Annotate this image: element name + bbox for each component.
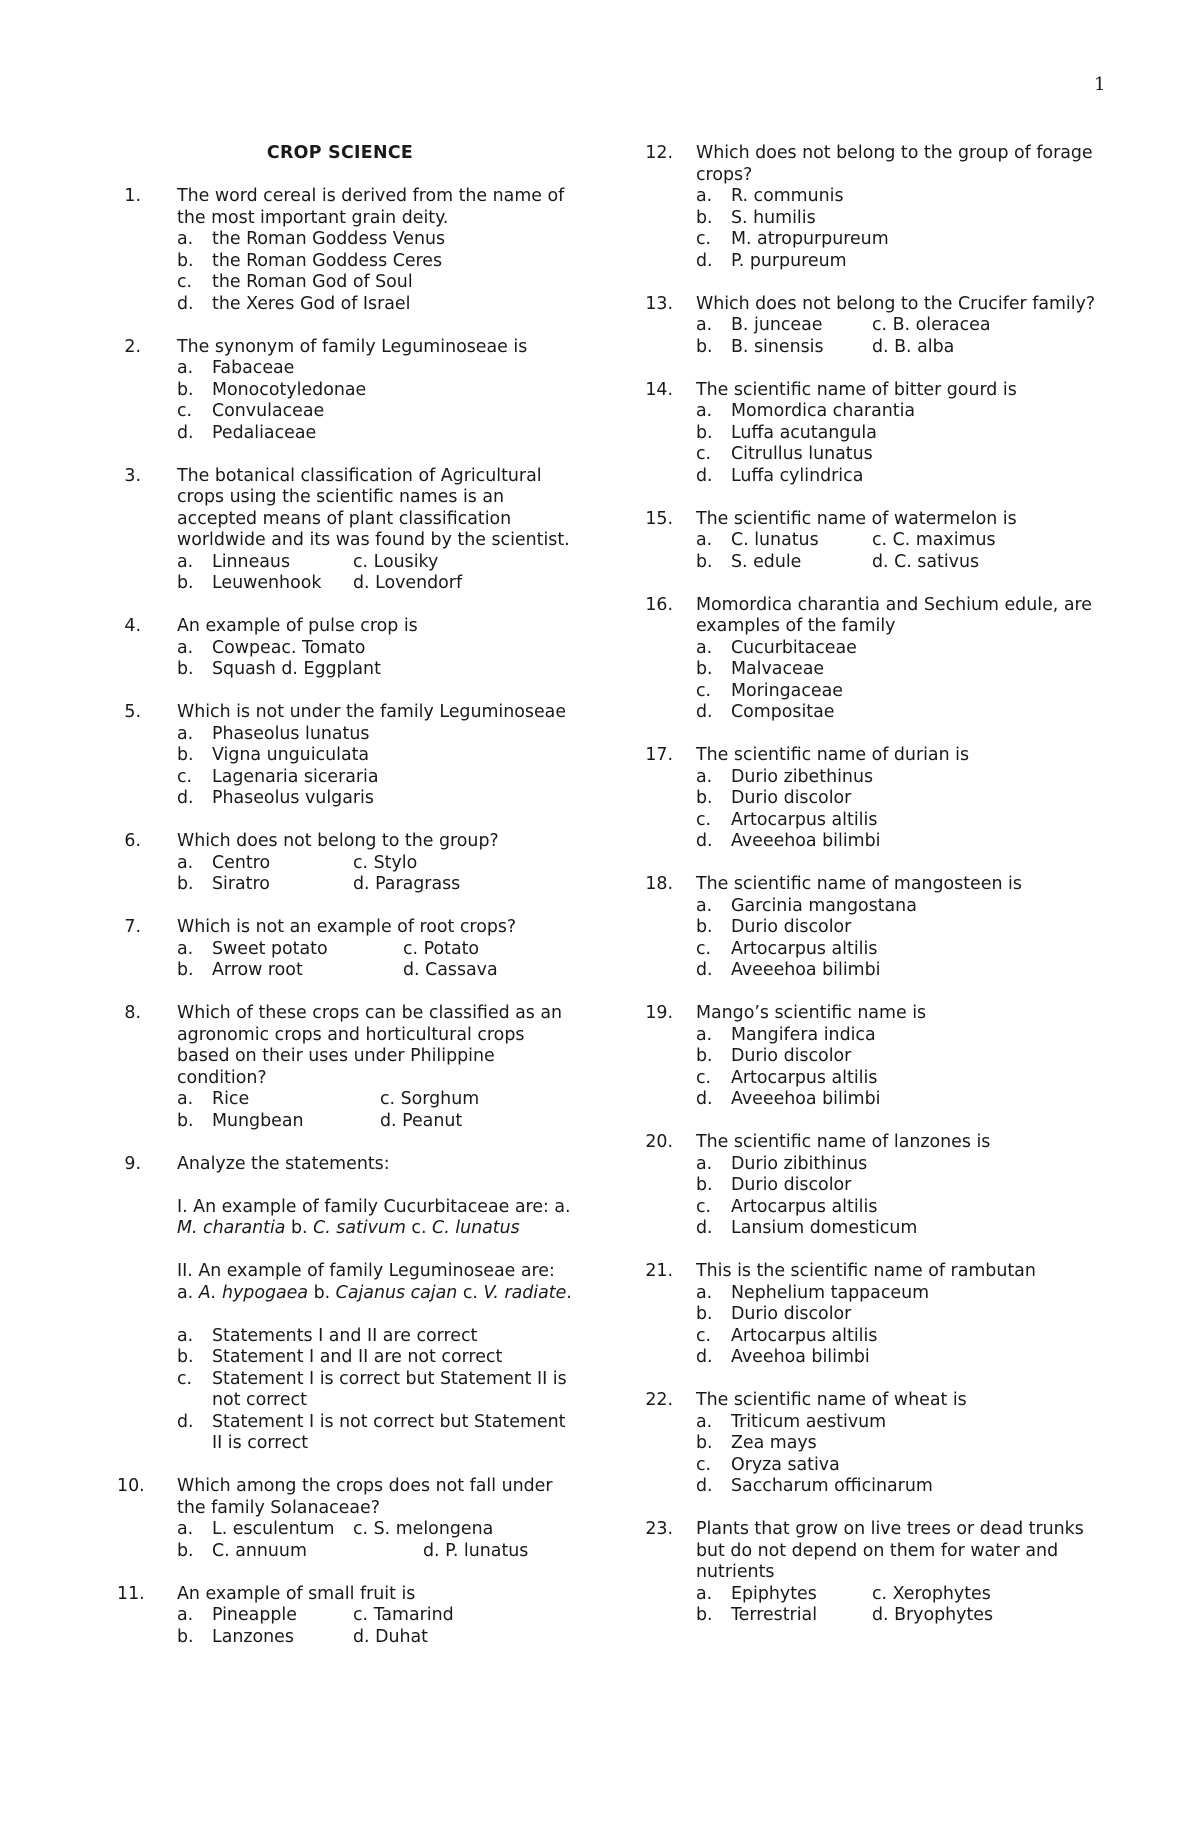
- option-row: a. Sweet potato c. Potato: [177, 938, 480, 959]
- option: c. Moringaceae: [696, 680, 843, 701]
- question-stem: The scientific name of wheat is: [696, 1390, 967, 1410]
- option: d. Saccharum officinarum: [696, 1476, 933, 1496]
- question-10: [117, 1476, 587, 1562]
- option: b. Zea mays: [696, 1433, 817, 1453]
- question-stem: Analyze the statements:: [177, 1153, 390, 1174]
- option: a. Garcinia mangostana: [696, 895, 917, 916]
- option: d. Aveeehoa bilimbi: [696, 960, 881, 980]
- statement-1: I. An example of family Cucurbitaceae are: a. M. charantia b. C. sativum c. C. lunatus: [177, 1196, 571, 1238]
- option: a. Cowpeac. Tomato: [177, 637, 366, 658]
- option: d. Pedaliaceae: [177, 422, 317, 443]
- option: b. Durio discolor: [696, 917, 852, 937]
- option: d. Aveeehoa bilimbi: [696, 831, 881, 851]
- option: c. Artocarpus altilis: [696, 1067, 878, 1088]
- option: b. Durio discolor: [696, 1046, 852, 1066]
- option: a. Momordica charantia: [696, 401, 916, 421]
- option: d. Lansium domesticum: [696, 1218, 918, 1238]
- option: b. Durio discolor: [696, 788, 852, 808]
- question-number: 4.: [124, 616, 141, 636]
- question-stem: Which does not belong to the group of forage crops?: [696, 143, 1093, 185]
- question-stem: Which does not belong to the group?: [177, 831, 499, 851]
- question-stem: Plants that grow on live trees or dead trunks but do not depend on them for water and nutrients: [696, 1519, 1084, 1582]
- option: a. R. communis: [696, 186, 844, 206]
- question-number: 3.: [124, 465, 141, 486]
- question-stem: Which is not under the family Leguminoseae: [177, 702, 567, 722]
- option-row: b. S. edule d. C. sativus: [696, 551, 980, 572]
- question-14: [639, 380, 1109, 488]
- option: a. Phaseolus lunatus: [177, 723, 370, 744]
- option-row: a. Linneaus c. Lousiky: [177, 551, 439, 572]
- question-stem: The scientific name of lanzones is: [696, 1132, 991, 1152]
- option: b. Monocotyledonae: [177, 379, 367, 400]
- question-16: [639, 595, 1109, 724]
- option: a. Triticum aestivum: [696, 1411, 887, 1432]
- question-stem: Which is not an example of root crops?: [177, 917, 517, 937]
- option: a. the Roman Goddess Venus: [177, 229, 446, 249]
- question-number: 13.: [645, 293, 673, 314]
- option-row: b. Siratro d. Paragrass: [177, 874, 461, 894]
- option: c. Artocarpus altilis: [696, 1325, 878, 1346]
- option-row: a. L. esculentum c. S. melongena: [177, 1519, 494, 1539]
- question-4: [117, 616, 587, 681]
- question-number: 20.: [645, 1132, 673, 1152]
- option: b. the Roman Goddess Ceres: [177, 250, 443, 271]
- option: d. P. purpureum: [696, 250, 847, 271]
- question-stem: Momordica charantia and Sechium edule, are examples of the family: [696, 594, 1092, 636]
- option: a. Nephelium tappaceum: [696, 1282, 930, 1303]
- question-number: 16.: [645, 594, 673, 615]
- question-stem: Which among the crops does not fall under the family Solanaceae?: [177, 1476, 553, 1518]
- question-19: [639, 1003, 1109, 1111]
- option-row: a. Centro c. Stylo: [177, 852, 418, 873]
- question-23: [639, 1519, 1109, 1627]
- option: a. Fabaceae: [177, 358, 295, 378]
- question-number: 23.: [645, 1519, 673, 1539]
- question-11: [117, 1584, 587, 1649]
- question-number: 5.: [124, 702, 141, 722]
- option: d. Luffa cylindrica: [696, 465, 864, 486]
- question-number: 10.: [117, 1476, 145, 1496]
- question-20: [639, 1132, 1109, 1240]
- question-number: 8.: [124, 1003, 141, 1023]
- option: b. S. humilis: [696, 207, 816, 228]
- option: a. Mangifera indica: [696, 1024, 876, 1045]
- question-number: 12.: [645, 143, 673, 163]
- option: c. Lagenaria siceraria: [177, 766, 379, 787]
- question-1: [117, 186, 587, 315]
- question-6: [117, 831, 587, 896]
- question-stem: The scientific name of mangosteen is: [696, 874, 1022, 894]
- question-2: [117, 337, 587, 445]
- question-stem: Which does not belong to the Crucifer family?: [696, 293, 1096, 314]
- left-column: [117, 143, 587, 1648]
- option-row: a. C. lunatus c. C. maximus: [696, 530, 996, 550]
- right-column: [639, 143, 1109, 1627]
- question-number: 19.: [645, 1003, 673, 1023]
- question-8: [117, 1003, 587, 1132]
- option: c. Artocarpus altilis: [696, 1196, 878, 1217]
- option: b. Durio discolor: [696, 1304, 852, 1324]
- option: c. Artocarpus altilis: [696, 809, 878, 830]
- option-row: a. Pineapple c. Tamarind: [177, 1605, 454, 1625]
- option: c. Citrullus lunatus: [696, 444, 873, 464]
- question-stem: Which of these crops can be classified as an agronomic crops and horticultural crops based on their uses under Philippine condition?: [177, 1003, 563, 1088]
- option: d. Phaseolus vulgaris: [177, 788, 374, 808]
- question-12: [639, 143, 1109, 272]
- question-stem: Mango’s scientific name is: [696, 1003, 927, 1023]
- question-number: 11.: [117, 1583, 145, 1604]
- option: b. Vigna unguiculata: [177, 745, 370, 765]
- option-row: b. B. sinensis d. B. alba: [696, 336, 955, 357]
- question-number: 9.: [124, 1153, 141, 1174]
- question-stem: An example of pulse crop is: [177, 616, 418, 636]
- question-stem: This is the scientific name of rambutan: [696, 1261, 1036, 1281]
- statement-2: II. An example of family Leguminoseae are: a. A. hypogaea b. Cajanus cajan c. V. radiate.: [177, 1261, 572, 1303]
- question-number: 2.: [124, 336, 141, 357]
- option-row: a. B. junceae c. B. oleracea: [696, 315, 991, 335]
- option: d. Aveehoa bilimbi: [696, 1347, 870, 1367]
- option: b. Squash d. Eggplant: [177, 659, 381, 679]
- question-number: 15.: [645, 508, 673, 529]
- option: c. Convulaceae: [177, 401, 325, 421]
- page-number: 1: [1094, 74, 1106, 95]
- option-row: b. Terrestrial d. Bryophytes: [696, 1605, 994, 1625]
- page-title: CROP SCIENCE: [266, 143, 414, 163]
- question-number: 17.: [645, 745, 673, 765]
- question-stem: The scientific name of durian is: [696, 745, 970, 765]
- option: d. Statement I is not correct but Statement II is correct: [177, 1411, 566, 1453]
- option-row: b. Mungbean d. Peanut: [177, 1110, 463, 1131]
- question-18: [639, 874, 1109, 982]
- question-number: 21.: [645, 1261, 673, 1281]
- option: b. Malvaceae: [696, 659, 825, 679]
- question-9: [117, 1154, 587, 1455]
- question-3: [117, 466, 587, 595]
- question-number: 14.: [645, 379, 673, 400]
- question-5: [117, 702, 587, 810]
- question-stem: An example of small fruit is: [177, 1583, 416, 1604]
- option: d. Compositae: [696, 702, 835, 722]
- option: c. M. atropurpureum: [696, 229, 889, 249]
- question-number: 6.: [124, 831, 141, 851]
- question-7: [117, 917, 587, 982]
- question-stem: The botanical classification of Agricultural crops using the scientific names is an accepted means of plant classification worldwide and its was found by the scientist.: [177, 465, 570, 550]
- option: a. Statements I and II are correct: [177, 1325, 478, 1346]
- question-17: [639, 745, 1109, 853]
- option: a. Cucurbitaceae: [696, 637, 857, 658]
- option: b. Durio discolor: [696, 1175, 852, 1195]
- question-stem: The scientific name of watermelon is: [696, 508, 1017, 529]
- option: c. the Roman God of Soul: [177, 272, 413, 292]
- option: c. Statement I is correct but Statement II is not correct: [177, 1368, 567, 1410]
- option: c. Oryza sativa: [696, 1454, 840, 1475]
- question-number: 18.: [645, 874, 673, 894]
- question-stem: The scientific name of bitter gourd is: [696, 379, 1017, 400]
- question-stem: The word cereal is derived from the name of the most important grain deity.: [177, 186, 565, 228]
- question-22: [639, 1390, 1109, 1498]
- option: a. Durio zibethinus: [696, 766, 874, 787]
- question-number: 1.: [124, 186, 141, 206]
- question-number: 22.: [645, 1390, 673, 1410]
- question-13: [639, 294, 1109, 359]
- question-number: 7.: [124, 917, 141, 937]
- question-21: [639, 1261, 1109, 1369]
- option: c. Artocarpus altilis: [696, 938, 878, 959]
- option-row: b. Leuwenhook d. Lovendorf: [177, 573, 463, 593]
- option: d. Aveeehoa bilimbi: [696, 1089, 881, 1109]
- option-row: b. C. annuum d. P. lunatus: [177, 1540, 529, 1561]
- option-row: a. Epiphytes c. Xerophytes: [696, 1583, 991, 1604]
- option: a. Durio zibithinus: [696, 1153, 868, 1174]
- option: d. the Xeres God of Israel: [177, 293, 411, 314]
- option: b. Statement I and II are not correct: [177, 1347, 503, 1367]
- question-15: [639, 509, 1109, 574]
- option-row: a. Rice c. Sorghum: [177, 1089, 480, 1109]
- option-row: b. Arrow root d. Cassava: [177, 960, 498, 980]
- option-row: b. Lanzones d. Duhat: [177, 1626, 429, 1647]
- option: b. Luffa acutangula: [696, 422, 877, 443]
- question-stem: The synonym of family Leguminoseae is: [177, 336, 528, 357]
